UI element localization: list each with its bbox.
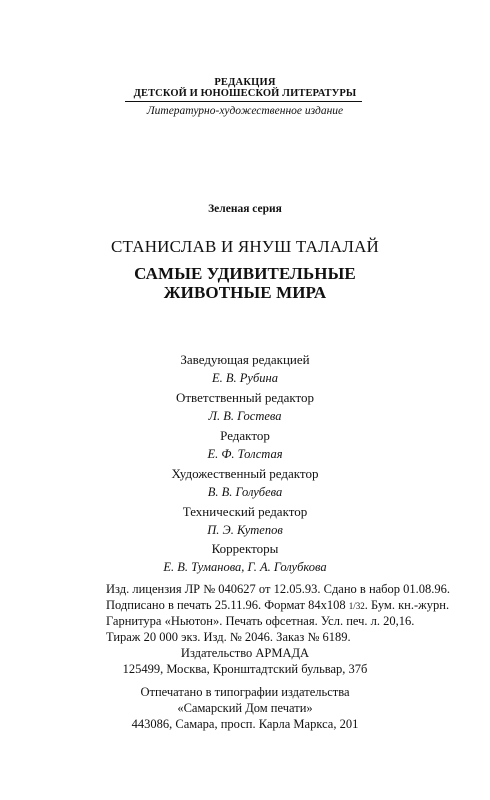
editorial-office-name: ДЕТСКОЙ И ЮНОШЕСКОЙ ЛИТЕРАТУРЫ bbox=[133, 88, 357, 99]
imprint-typeface: Гарнитура «Ньютон». Печать офсетная. Усл. печ. л. 20,16. bbox=[106, 614, 415, 628]
imprint-signed-text: Подписано в печать 25.11.96. Формат 84х108 bbox=[106, 597, 349, 612]
imprint-block bbox=[0, 582, 490, 645]
imprint-signed bbox=[106, 598, 490, 615]
imprint-paper: . Бум. кн.-журн. bbox=[364, 597, 450, 612]
credit-managing-editor bbox=[0, 352, 490, 386]
credit-editor bbox=[0, 428, 490, 462]
credit-role: Художественный редактор bbox=[171, 466, 319, 481]
printer-label: Отпечатано в типографии издательства bbox=[140, 685, 350, 699]
credit-role: Технический редактор bbox=[182, 504, 308, 519]
credit-art-editor bbox=[0, 466, 490, 500]
credit-person: Л. В. Гостева bbox=[208, 409, 282, 423]
imprint-license: Изд. лицензия ЛР № 040627 от 12.05.93. Сдано в набор 01.08.96. bbox=[106, 582, 451, 596]
credit-person: Е. В. Рубина bbox=[212, 371, 278, 385]
credit-role: Редактор bbox=[220, 428, 270, 443]
book-authors: СТАНИСЛАВ И ЯНУШ ТАЛАЛАЙ bbox=[110, 237, 380, 256]
book-title-line-1: САМЫЕ УДИВИТЕЛЬНЫЕ bbox=[134, 264, 356, 283]
credit-proofreaders bbox=[0, 541, 490, 575]
credit-technical-editor bbox=[0, 504, 490, 538]
credit-person: Е. Ф. Толстая bbox=[207, 447, 283, 461]
credit-person: В. В. Голубева bbox=[207, 485, 283, 499]
printer-address: 443086, Самара, просп. Карла Маркса, 201 bbox=[131, 717, 359, 731]
credit-person: П. Э. Кутепов bbox=[207, 523, 283, 537]
credit-role: Корректоры bbox=[211, 541, 279, 556]
publisher-name: Издательство АРМАДА bbox=[180, 646, 310, 660]
imprint-print-run: Тираж 20 000 экз. Изд. № 2046. Заказ № 6189. bbox=[106, 629, 351, 644]
credit-role: Ответственный редактор bbox=[175, 390, 315, 405]
credit-responsible-editor bbox=[0, 390, 490, 424]
header-divider bbox=[125, 101, 362, 102]
editorial-office-label: РЕДАКЦИЯ bbox=[214, 77, 276, 88]
credit-role: Заведующая редакцией bbox=[180, 352, 310, 367]
edition-type: Литературно-художественное издание bbox=[146, 105, 344, 117]
publisher-address: 125499, Москва, Кронштадтский бульвар, 37б bbox=[122, 662, 368, 676]
book-title-line-2: ЖИВОТНЫЕ МИРА bbox=[163, 283, 327, 302]
series-name: Зеленая серия bbox=[208, 203, 282, 215]
format-fraction: 1/32 bbox=[348, 600, 365, 611]
printer-name: «Самарский Дом печати» bbox=[177, 701, 313, 715]
credit-person: Е. В. Туманова, Г. А. Голубкова bbox=[163, 560, 327, 574]
